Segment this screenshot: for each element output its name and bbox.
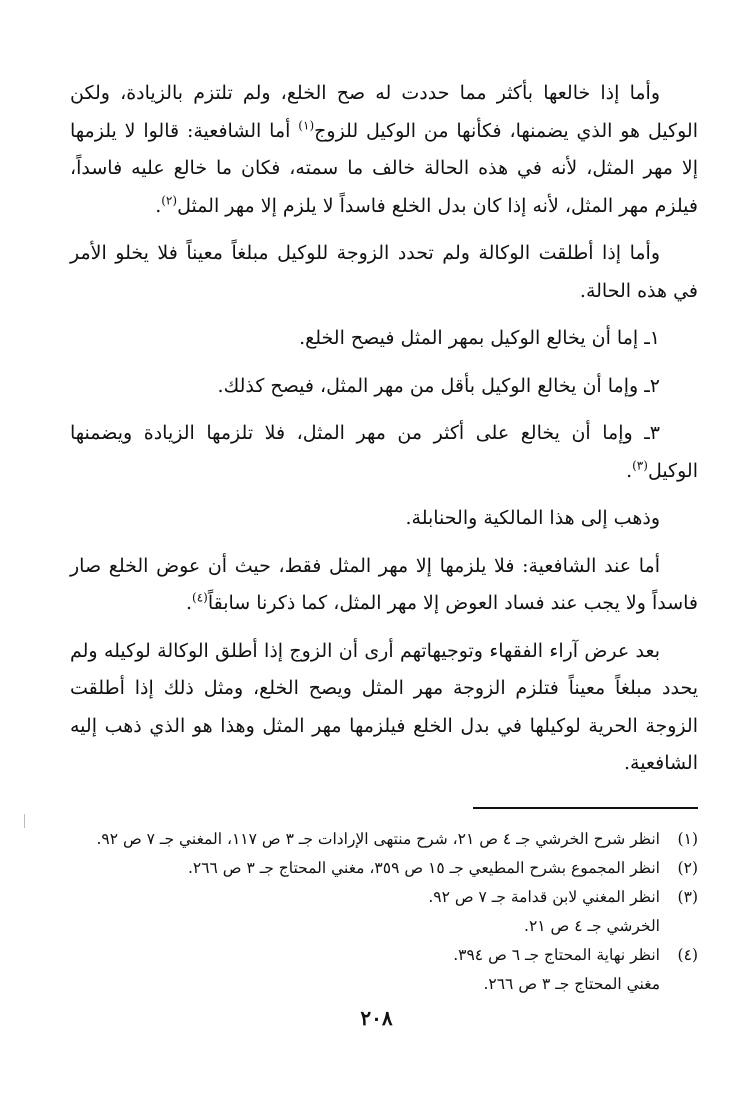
list-item-3-end: . [626,459,633,482]
list-item-3-text: ٣ـ وإما أن يخالع على أكثر من مهر المثل، فلا تلزمها الزيادة ويضمنها الوكيل [70,422,698,482]
margin-mark [24,814,25,828]
footnote-line: مغني المحتاج جـ ٣ ص ٢٦٦. [483,974,660,993]
paragraph-4 [70,548,698,623]
footnote-number: (٢) [677,858,698,877]
paragraph-1-end: . [155,194,162,217]
list-item-3 [70,415,698,490]
footnote-separator [473,807,698,809]
footnote-ref-3: (٣) [632,458,648,473]
footnote-4 [70,941,698,999]
paragraph-3: وذهب إلى هذا المالكية والحنابلة. [405,507,660,529]
footnote-ref-1: (١) [298,118,315,133]
paragraph-4-end: . [185,592,192,614]
footnotes [70,825,698,999]
footnote-number: (١) [677,829,698,848]
footnote-text: انظر المجموع بشرح المطيعي جـ ١٥ ص ٣٥٩، مغني المحتاج جـ ٣ ص ٢٦٦. [187,858,660,877]
footnote-1 [70,825,698,854]
paragraph-5: بعد عرض آراء الفقهاء وتوجيهاتهم أرى أن الزوج إذا أطلق الوكالة لوكيله ولم يحدد مبلغاً معيناً فتلزم الزوجة مهر المثل ويصح الخلع، ومثل ذلك إذا أطلقت الزوجة الحرية لوكيلها في بدل الخلع فيلزمها مهر المثل وهذا هو الذي ذهب إليه الشافعية. [70,639,698,774]
paragraph-1-text-b: أما الشافعية: قالوا لا يلزمها إلا مهر المثل، لأنه في هذه الحالة خالف ما سمته، فكان ما خالع عليه فاسداً، فيلزم مهر المثل، لأنه إذا كان بدل الخلع فاسداً لا يلزم إلا مهر المثل [70,119,698,217]
paragraph-4-text: أما عند الشافعية: فلا يلزمها إلا مهر المثل فقط، حيث أن عوض الخلع صار فاسداً ولا يجب عند فساد العوض إلا مهر المثل، كما ذكرنا سابقاً [70,554,698,614]
footnote-text [70,883,660,941]
footnote-line: انظر المغني لابن قدامة جـ ٧ ص ٩٢. [428,887,660,906]
footnote-text [70,941,660,999]
footnote-line: الخرشي جـ ٤ ص ٢١. [524,916,660,935]
footnote-line: انظر نهاية المحتاج جـ ٦ ص ٣٩٤. [453,945,660,964]
footnote-3 [70,883,698,941]
paragraph-1 [70,75,698,225]
footnote-text: انظر شرح الخرشي جـ ٤ ص ٢١، شرح منتهى الإرادات جـ ٣ ص ١١٧، المغني جـ ٧ ص ٩٢. [96,829,660,848]
paragraph-2: وأما إذا أطلقت الوكالة ولم تحدد الزوجة للوكيل مبلغاً معيناً فلا يخلو الأمر في هذه الحالة. [70,242,698,302]
footnote-ref-4: (٤) [192,590,208,605]
footnote-ref-2: (٢) [161,193,178,208]
page-number: ٢٠٨ [360,1006,393,1030]
footnote-number: (٤) [677,945,698,964]
footnote-2 [70,854,698,883]
paragraph-1-text-a: وأما إذا خالعها بأكثر مما حددت له صح الخلع، ولم تلتزم بالزيادة، ولكن الوكيل هو الذي يضمنها، فكأنها من الوكيل للزوج [70,82,698,142]
list-item-1: ١ـ إما أن يخالع الوكيل بمهر المثل فيصح الخلع. [299,327,660,349]
footnote-number: (٣) [677,887,698,906]
list-item-2: ٢ـ وإما أن يخالع الوكيل بأقل من مهر المثل، فيصح كذلك. [217,374,660,397]
